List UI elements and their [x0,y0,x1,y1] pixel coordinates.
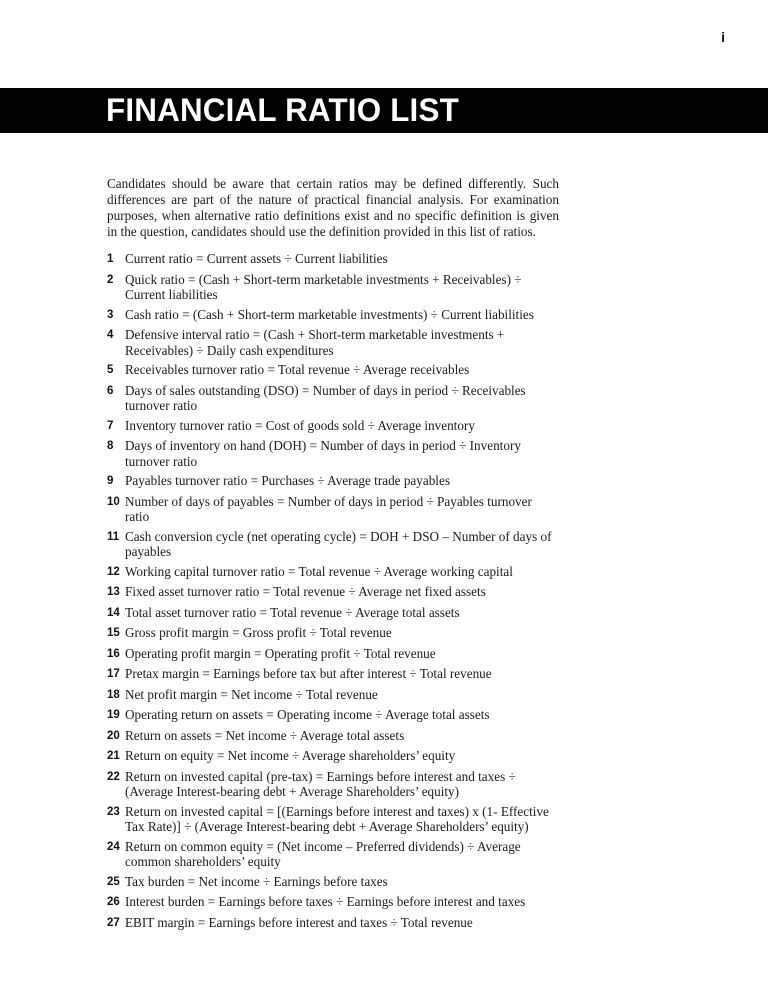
item-text: Fixed asset turnover ratio = Total revenue ÷ Average net fixed assets [125,584,486,599]
item-text: Operating return on assets = Operating income ÷ Average total assets [125,707,490,722]
list-item [107,707,559,724]
item-text: Days of sales outstanding (DSO) = Number of days in period ÷ Receivables turnover ratio [125,382,526,413]
item-text: Receivables turnover ratio = Total revenue ÷ Average receivables [125,362,470,377]
item-number: 10 [107,495,120,508]
item-text: Total asset turnover ratio = Total revenue ÷ Average total assets [125,604,460,620]
list-item [107,564,559,581]
item-number: 23 [107,805,120,818]
list-item [107,418,559,435]
item-number: 25 [107,875,120,888]
list-item [107,915,559,932]
item-number: 4 [107,329,114,341]
item-number: 16 [107,647,120,660]
item-number: 19 [107,709,120,721]
item-number: 26 [107,896,120,908]
item-number: 15 [107,627,120,639]
item-number: 18 [107,688,120,701]
item-text: Inventory turnover ratio = Cost of goods sold ÷ Average inventory [125,417,475,433]
list-item [107,383,559,414]
list-item [107,646,559,663]
list-item [107,687,559,704]
list-item [107,327,559,358]
item-number: 24 [107,840,120,853]
item-text: Payables turnover ratio = Purchases ÷ Average trade payables [125,473,450,488]
item-text: Tax burden = Net income ÷ Earnings before taxes [125,873,388,889]
list-item [107,728,559,745]
item-number: 11 [107,530,120,543]
item-text: Gross profit margin = Gross profit ÷ Total revenue [125,625,392,640]
page-content [107,176,559,935]
list-item [107,362,559,379]
item-number: 21 [107,750,120,762]
item-text: Working capital turnover ratio = Total revenue ÷ Average working capital [125,563,513,579]
intro-paragraph: Candidates should be aware that certain ratios may be defined differently. Such differences are part of the nature of practical financial analysis. For examination purposes, when alternative ratio definitions exist and no specific definition is given in the question, candidates should use the definition provided in this list of ratios. [107,176,559,239]
item-number: 1 [107,253,114,265]
ratio-list [107,251,559,931]
item-number: 2 [107,273,114,286]
list-item [107,438,559,469]
item-number: 12 [107,565,120,578]
item-text: EBIT margin = Earnings before interest and taxes ÷ Total revenue [125,914,473,930]
item-number: 7 [107,419,114,432]
list-item [107,748,559,765]
item-text: Pretax margin = Earnings before tax but after interest ÷ Total revenue [125,666,492,681]
list-item [107,272,559,303]
item-text: Interest burden = Earnings before taxes ÷ Earnings before interest and taxes [125,894,526,909]
item-number: 13 [107,586,120,598]
list-item [107,894,559,911]
list-item [107,473,559,490]
item-number: 6 [107,384,114,397]
title-banner [0,88,768,133]
list-item [107,874,559,891]
list-item [107,666,559,683]
item-number: 22 [107,770,120,783]
item-text: Cash ratio = (Cash + Short-term marketable investments) ÷ Current liabilities [125,306,534,322]
list-item [107,769,559,800]
item-text: Quick ratio = (Cash + Short-term marketable investments + Receivables) ÷ Current liabilities [125,271,522,302]
item-number: 14 [107,606,120,619]
item-text: Days of inventory on hand (DOH) = Number of days in period ÷ Inventory turnover ratio [125,438,521,469]
item-number: 8 [107,440,114,452]
list-item [107,584,559,601]
item-text: Return on common equity = (Net income – Preferred dividends) ÷ Average common shareholders’ equity [125,838,521,869]
item-number: 5 [107,364,114,376]
item-number: 17 [107,668,120,680]
item-number: 9 [107,475,114,487]
item-text: Cash conversion cycle (net operating cycle) = DOH + DSO – Number of days of payables [125,528,552,559]
item-number: 3 [107,308,114,321]
item-text: Defensive interval ratio = (Cash + Short-term marketable investments + Receivables) ÷ Daily cash expenditures [125,327,505,358]
list-item [107,605,559,622]
item-number: 20 [107,729,120,742]
page-title: FINANCIAL RATIO LIST [106,92,459,128]
list-item [107,804,559,835]
list-item [107,251,559,268]
page-number: i [721,29,725,45]
list-item [107,839,559,870]
item-text: Net profit margin = Net income ÷ Total revenue [125,686,378,702]
item-text: Return on invested capital = [(Earnings before interest and taxes) x (1- Effective Tax Rate)] ÷ (Average Interest-bearing debt + Average Shareholders’ equity) [125,803,549,834]
item-number: 27 [107,916,120,929]
item-text: Return on invested capital (pre-tax) = Earnings before interest and taxes ÷ (Average Interest-bearing debt + Average Shareholders’ equity) [125,768,516,799]
list-item [107,529,559,560]
item-text: Current ratio = Current assets ÷ Current liabilities [125,251,388,266]
item-text: Number of days of payables = Number of days in period ÷ Payables turnover ratio [125,493,532,524]
item-text: Operating profit margin = Operating profit ÷ Total revenue [125,645,436,661]
list-item [107,625,559,642]
item-text: Return on assets = Net income ÷ Average total assets [125,727,405,743]
list-item [107,307,559,324]
list-item [107,494,559,525]
item-text: Return on equity = Net income ÷ Average shareholders’ equity [125,748,456,763]
